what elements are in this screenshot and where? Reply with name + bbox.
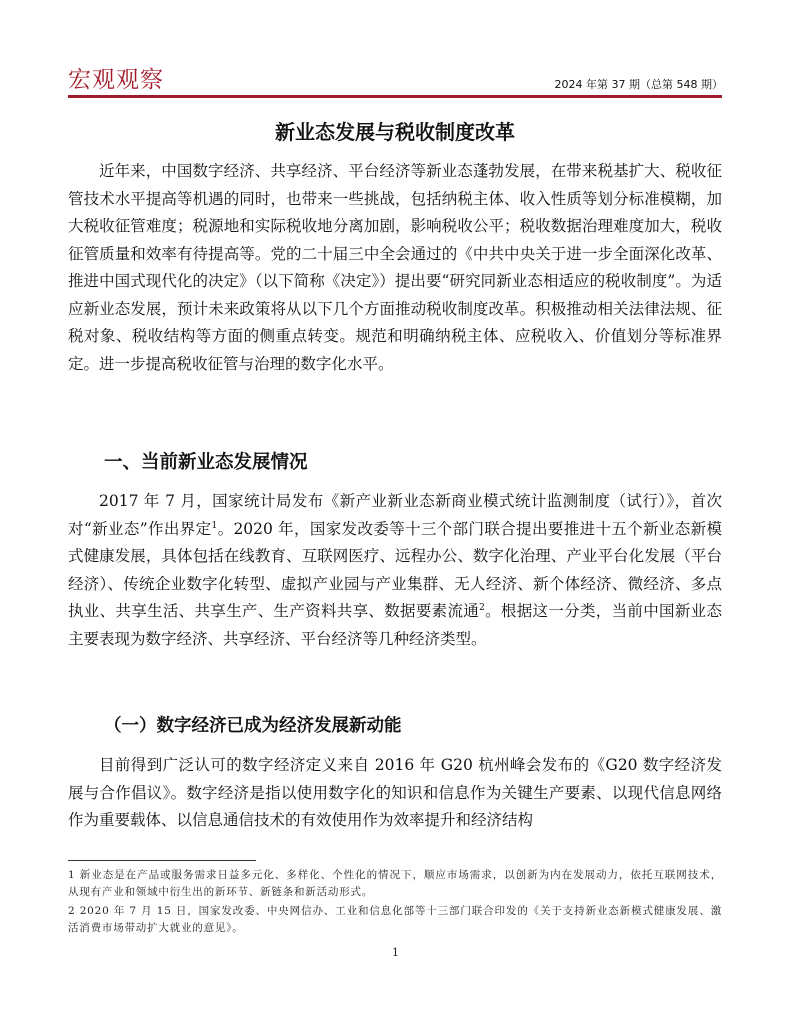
footnote-ref[interactable]: 1 (211, 520, 218, 531)
header-divider (68, 95, 722, 98)
page-number: 1 (392, 946, 399, 959)
paragraph-text: 。2020 年，国家发改委等十三个部门联合提出要推进十五个新业态新模式健康发展，具体包括在线教育、互联网医疗、远程办公、数字化治理、产业平台化发展（平台经济）、传统企业数字化转型、虚拟产业园与产业集群、无人经济、新个体经济、微经济、多点执业、共享生活、共享生产、生产资料共享、数据要素流通 (68, 519, 722, 620)
document-title: 新业态发展与税收制度改革 (275, 120, 515, 144)
publication-title: 宏观观察 (68, 67, 164, 93)
paragraph-text: 2017 年 7 月，国家统计局发布《新产业新业态新商业模式统计监测制度（试行）》，首次对“新业态”作出界定 (68, 492, 722, 538)
footnote-2: 2 2020 年 7 月 15 日，国家发改委、中央网信办、工业和信息化部等十三部门联合印发的《关于支持新业态新模式健康发展、激活消费市场带动扩大就业的意见》。 (68, 905, 722, 934)
subsection-paragraph: 目前得到广泛认可的数字经济定义来自 2016 年 G20 杭州峰会发布的《G20 数字经济发展与合作倡议》。数字经济是指以使用数字化的知识和信息作为关键生产要素、以现代信息网络作为重要载体、以信息通信技术的有效使用作为效率提升和经济结构 (68, 756, 722, 829)
intro-paragraph: 近年来，中国数字经济、共享经济、平台经济等新业态蓬勃发展，在带来税基扩大、税收征管技术水平提高等机遇的同时，也带来一些挑战，包括纳税主体、收入性质等划分标准模糊，加大税收征管难度；税源地和实际税收地分离加剧，影响税收公平；税收数据治理难度加大，税收征管质量和效率有待提高等。党的二十届三中全会通过的《中共中央关于进一步全面深化改革、推进中国式现代化的决定》（以下简称《决定》）提出要“研究同新业态相适应的税收制度”。为适应新业态发展，预计未来政策将从以下几个方面推动税收制度改革。积极推动相关法律法规、征税对象、税收结构等方面的侧重点转变。规范和明确纳税主体、应税收入、价值划分等标准界定。进一步提高税收征管与治理的数字化水平。 (68, 162, 722, 373)
section-heading: 一、当前新业态发展情况 (104, 452, 308, 473)
paragraph-text: 。根据这一分类，当前中国新业态主要表现为数字经济、共享经济、平台经济等几种经济类型。 (68, 602, 722, 648)
issue-number: 2024 年第 37 期（总第 548 期） (554, 78, 723, 91)
subsection-heading: （一）数字经济已成为经济发展新动能 (104, 716, 402, 736)
section-paragraph (68, 488, 722, 653)
footnote-ref[interactable]: 2 (479, 602, 485, 613)
footnote-divider (68, 860, 256, 861)
footnote-1: 1 新业态是在产品或服务需求日益多元化、多样化、个性化的情况下，顺应市场需求，以创新为内在发展动力，依托互联网技术，从现有产业和领域中衍生出的新环节、新链条和新活动形式。 (68, 869, 722, 898)
